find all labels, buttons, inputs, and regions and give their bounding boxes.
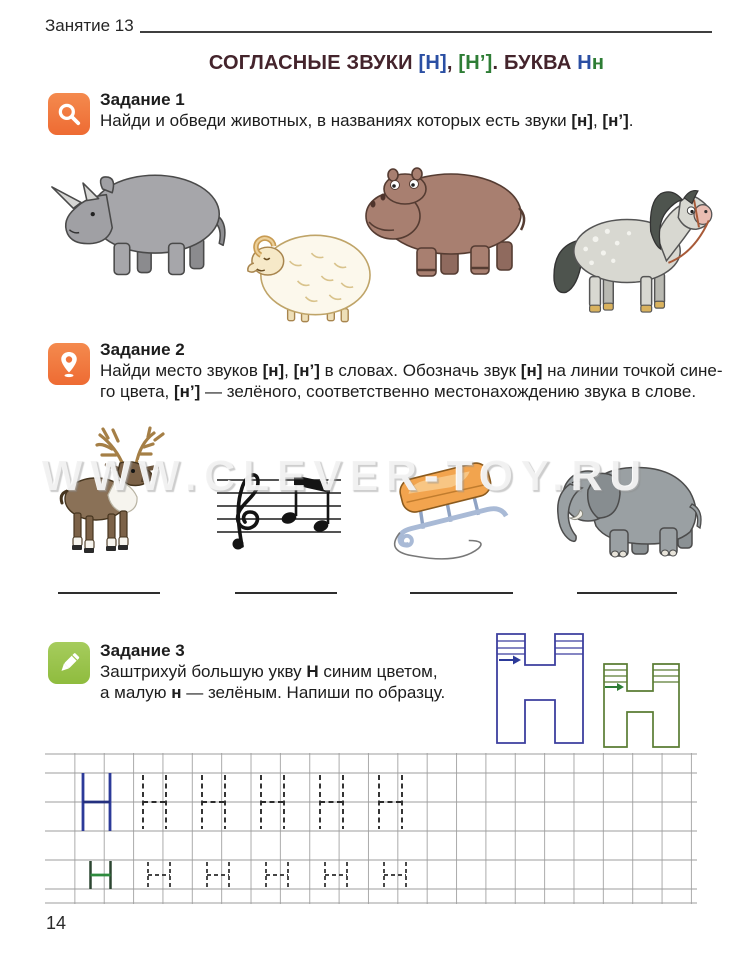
- answer-line-notes[interactable]: [235, 592, 337, 594]
- answer-line-reindeer[interactable]: [58, 592, 160, 594]
- header-rule: [140, 31, 712, 33]
- title-soft-sound: [Н’]: [458, 52, 493, 74]
- page-title: СОГЛАСНЫЕ ЗВУКИ [Н], [Н’]. БУКВА Нн: [208, 52, 605, 74]
- ram-illustration[interactable]: [240, 221, 374, 323]
- task2-label: Задание 2: [100, 340, 185, 359]
- task3-label: Задание 3: [100, 641, 185, 660]
- task2-instruction-line1: Найди место звуков [н], [н’] в словах. Обозначь звук [н] на линии точкой сине-: [100, 361, 723, 380]
- rhinoceros-illustration[interactable]: [48, 156, 228, 284]
- task1-instruction: Найди и обведи животных, в названиях которых есть звуки [н], [н’].: [100, 111, 634, 130]
- pencil-icon: [56, 650, 82, 676]
- title-hard-sound: [Н]: [418, 52, 447, 74]
- watermark: WWW.CLEVER-TOY.RU: [42, 452, 650, 501]
- answer-line-sled[interactable]: [410, 592, 513, 594]
- lesson-label: Занятие 13: [45, 16, 134, 35]
- magnifier-icon: [56, 101, 82, 127]
- writing-grid[interactable]: [45, 753, 698, 904]
- title-sounds: СОГЛАСНЫЕ ЗВУКИ: [208, 52, 419, 74]
- hippopotamus-illustration[interactable]: [358, 158, 530, 286]
- answer-line-elephant[interactable]: [577, 592, 677, 594]
- task2-badge: [48, 343, 90, 385]
- task2-instruction-line2: го цвета, [н’] — зелёного, соответственно местонахождению звука в слове.: [100, 382, 697, 401]
- title-lower-letter: н: [591, 52, 605, 74]
- uppercase-letter-template[interactable]: [496, 633, 585, 744]
- lowercase-letter-template[interactable]: [603, 663, 681, 749]
- task3-instruction-line2: а малую н — зелёным. Напиши по образцу.: [100, 683, 446, 702]
- task1-label: Задание 1: [100, 90, 185, 109]
- page-number: 14: [46, 913, 67, 933]
- task3-instruction-line1: Заштрихуй большую укву Н синим цветом,: [100, 662, 438, 681]
- pony-illustration[interactable]: [545, 184, 715, 316]
- task1-badge: [48, 93, 90, 135]
- location-pin-icon: [57, 351, 81, 378]
- title-upper-letter: Н: [577, 52, 592, 74]
- task3-badge: [48, 642, 90, 684]
